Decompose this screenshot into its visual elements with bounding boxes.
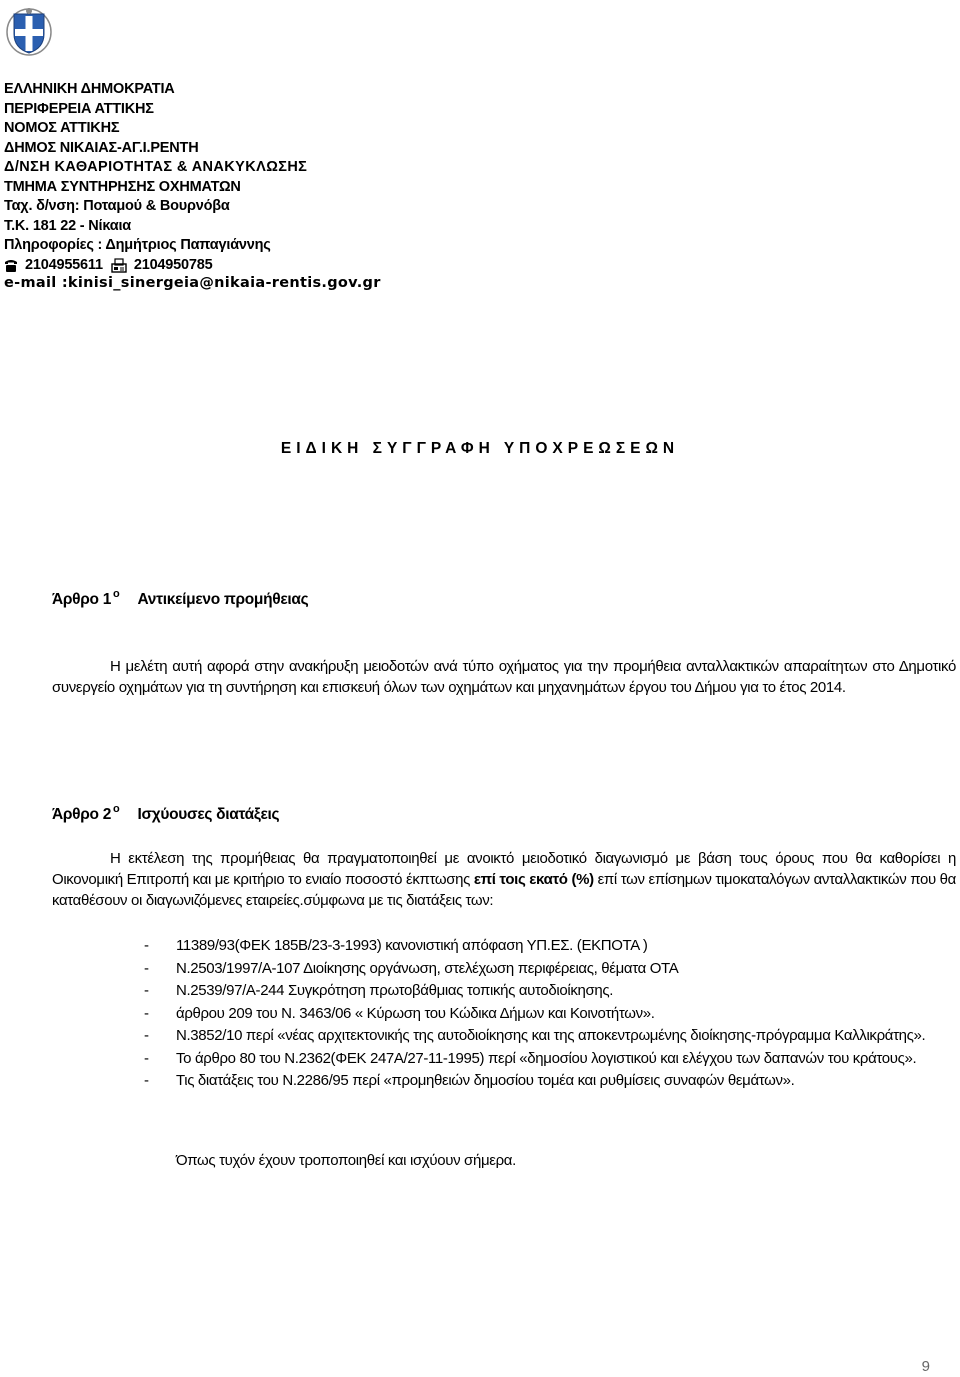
fax-number: 2104950785 <box>133 256 213 273</box>
article-1-title: Αντικείμενο προμήθειας <box>137 591 309 608</box>
header-line-country: ΕΛΛΗΝΙΚΗ ΔΗΜΟΚΡΑΤΙΑ <box>4 81 175 97</box>
header-line-directorate: Δ/ΝΣΗ ΚΑΘΑΡΙΟΤΗΤΑΣ & ΑΝΑΚΥΚΛΩΣΗΣ <box>4 159 308 175</box>
article-1-body <box>52 656 956 698</box>
article-2-text-before: Η εκτέλεση της προμήθειας θα πραγματοποιηθεί με ανοικτό μειοδοτικό διαγωνισμό με βάση τους όρους που θα καθορίσει η Οικονομική Επιτροπή και με κριτήριο το ενιαίο ποσοστό έκπτωσης <box>52 850 956 888</box>
article-2-title: Ισχύουσες διατάξεις <box>137 806 280 823</box>
list-item: - άρθρου 209 του Ν. 3463/06 « Κύρωση του Κώδικα Δήμων και Κοινοτήτων». <box>144 1004 655 1022</box>
header-line-region: ΠΕΡΙΦΕΡΕΙΑ ΑΤΤΙΚΗΣ <box>4 100 154 117</box>
fax-icon <box>111 258 127 273</box>
document-title: ΕΙΔΙΚΗ ΣΥΓΓΡΑΦΗ ΥΠΟΧΡΕΩΣΕΩΝ <box>280 440 680 457</box>
page-number: 9 <box>921 1358 930 1375</box>
header-phone-fax <box>4 256 564 276</box>
phone-number: 2104955611 <box>25 256 103 273</box>
header-line-department: ΤΜΗΜΑ ΣΥΝΤΗΡΗΣΗΣ ΟΧΗΜΑΤΩΝ <box>4 178 241 195</box>
article-2-ordinal: ο <box>113 803 120 815</box>
header-line-address: Ταχ. δ/νση: Ποταμού & Βουρνόβα <box>4 198 230 214</box>
list-item-text: Τις διατάξεις του Ν.2286/95 περί «προμηθειών δημοσίου τομέα και ρυθμίσεις συναφών θεμάτων». <box>176 1072 795 1089</box>
greek-emblem-icon <box>6 6 52 56</box>
legislation-list <box>52 935 956 1093</box>
header-line-prefecture: ΝΟΜΟΣ ΑΤΤΙΚΗΣ <box>4 120 120 136</box>
list-item-text: Ν.2539/97/Α-244 Συγκρότηση πρωτοβάθμιας τοπικής αυτοδιοίκησης. <box>176 982 614 999</box>
list-item-text: άρθρου 209 του Ν. 3463/06 « Κύρωση του Κώδικα Δήμων και Κοινοτήτων». <box>176 1004 655 1022</box>
list-item: - 11389/93(ΦΕΚ 185Β/23-3-1993) κανονιστική απόφαση ΥΠ.ΕΣ. (ΕΚΠΟΤΑ ) <box>144 937 648 954</box>
list-item: - Τις διατάξεις του Ν.2286/95 περί «προμηθειών δημοσίου τομέα και ρυθμίσεις συναφών θεμάτων». <box>144 1072 795 1089</box>
closing-note: Όπως τυχόν έχουν τροποποιηθεί και ισχύουν σήμερα. <box>176 1152 516 1169</box>
list-item: - Ν.3852/10 περί «νέας αρχιτεκτονικής της αυτοδιοίκησης και της αποκεντρωμένης διοίκησης-πρόγραμμα Καλλικράτης». <box>144 1027 926 1044</box>
list-item-text: Το άρθρο 80 του Ν.2362(ΦΕΚ 247Α/27-11-1995) περί «δημοσίου λογιστικού και ελέγχου των δαπανών του κράτους». <box>176 1049 917 1067</box>
article-1-ordinal: ο <box>113 588 120 600</box>
issuer-header <box>4 80 564 291</box>
header-line-contact-person: Πληροφορίες : Δημήτριος Παπαγιάννης <box>4 237 271 253</box>
list-item: - Ν.2503/1997/Α-107 Διοίκησης οργάνωση, στελέχωση περιφέρειας, θέματα ΟΤΑ <box>144 959 679 977</box>
article-2-body <box>52 848 956 911</box>
list-item: - Το άρθρο 80 του Ν.2362(ΦΕΚ 247Α/27-11-1995) περί «δημοσίου λογιστικού και ελέγχου των δαπανών του κράτους». <box>144 1049 917 1067</box>
article-1-text: Η μελέτη αυτή αφορά στην ανακήρυξη μειοδοτών ανά τύπο οχήματος για την προμήθεια ανταλλακτικών απαραίτητων στο Δημοτικό συνεργείο οχημάτων για τη συντήρηση και επισκευή όλων των οχημάτων και μηχανημάτων έργου του Δήμου για το έτος 2014. <box>52 658 956 696</box>
list-item-text: Ν.3852/10 περί «νέας αρχιτεκτονικής της αυτοδιοίκησης και της αποκεντρωμένης διοίκησης-πρόγραμμα Καλλικράτης». <box>176 1027 926 1044</box>
header-email: e-mail :kinisi_sinergeia@nikaia-rentis.gov.gr <box>4 275 381 291</box>
header-line-postal-code: Τ.Κ. 181 22 - Νίκαια <box>4 217 132 234</box>
list-item: - Ν.2539/97/Α-244 Συγκρότηση πρωτοβάθμιας τοπικής αυτοδιοίκησης. <box>144 982 614 999</box>
article-1-heading <box>52 588 308 609</box>
phone-icon <box>4 258 18 273</box>
article-2-text-bold: επί τοις εκατό (%) <box>473 871 594 888</box>
article-2-label: Άρθρο 2 <box>52 806 112 823</box>
article-2-heading <box>52 803 279 824</box>
header-line-municipality: ΔΗΜΟΣ ΝΙΚΑΙΑΣ-ΑΓ.Ι.ΡΕΝΤΗ <box>4 139 199 156</box>
article-1-label: Άρθρο 1 <box>52 591 112 608</box>
article-2-text-after: επί των επίσημων τιμοκαταλόγων ανταλλακτικών που θα καταθέσουν οι διαγωνιζόμενες εταιρείες.σύμφωνα με τις διατάξεις των: <box>52 871 956 909</box>
list-item-text: 11389/93(ΦΕΚ 185Β/23-3-1993) κανονιστική απόφαση ΥΠ.ΕΣ. (ΕΚΠΟΤΑ ) <box>176 937 648 954</box>
list-item-text: Ν.2503/1997/Α-107 Διοίκησης οργάνωση, στελέχωση περιφέρειας, θέματα ΟΤΑ <box>176 959 679 977</box>
